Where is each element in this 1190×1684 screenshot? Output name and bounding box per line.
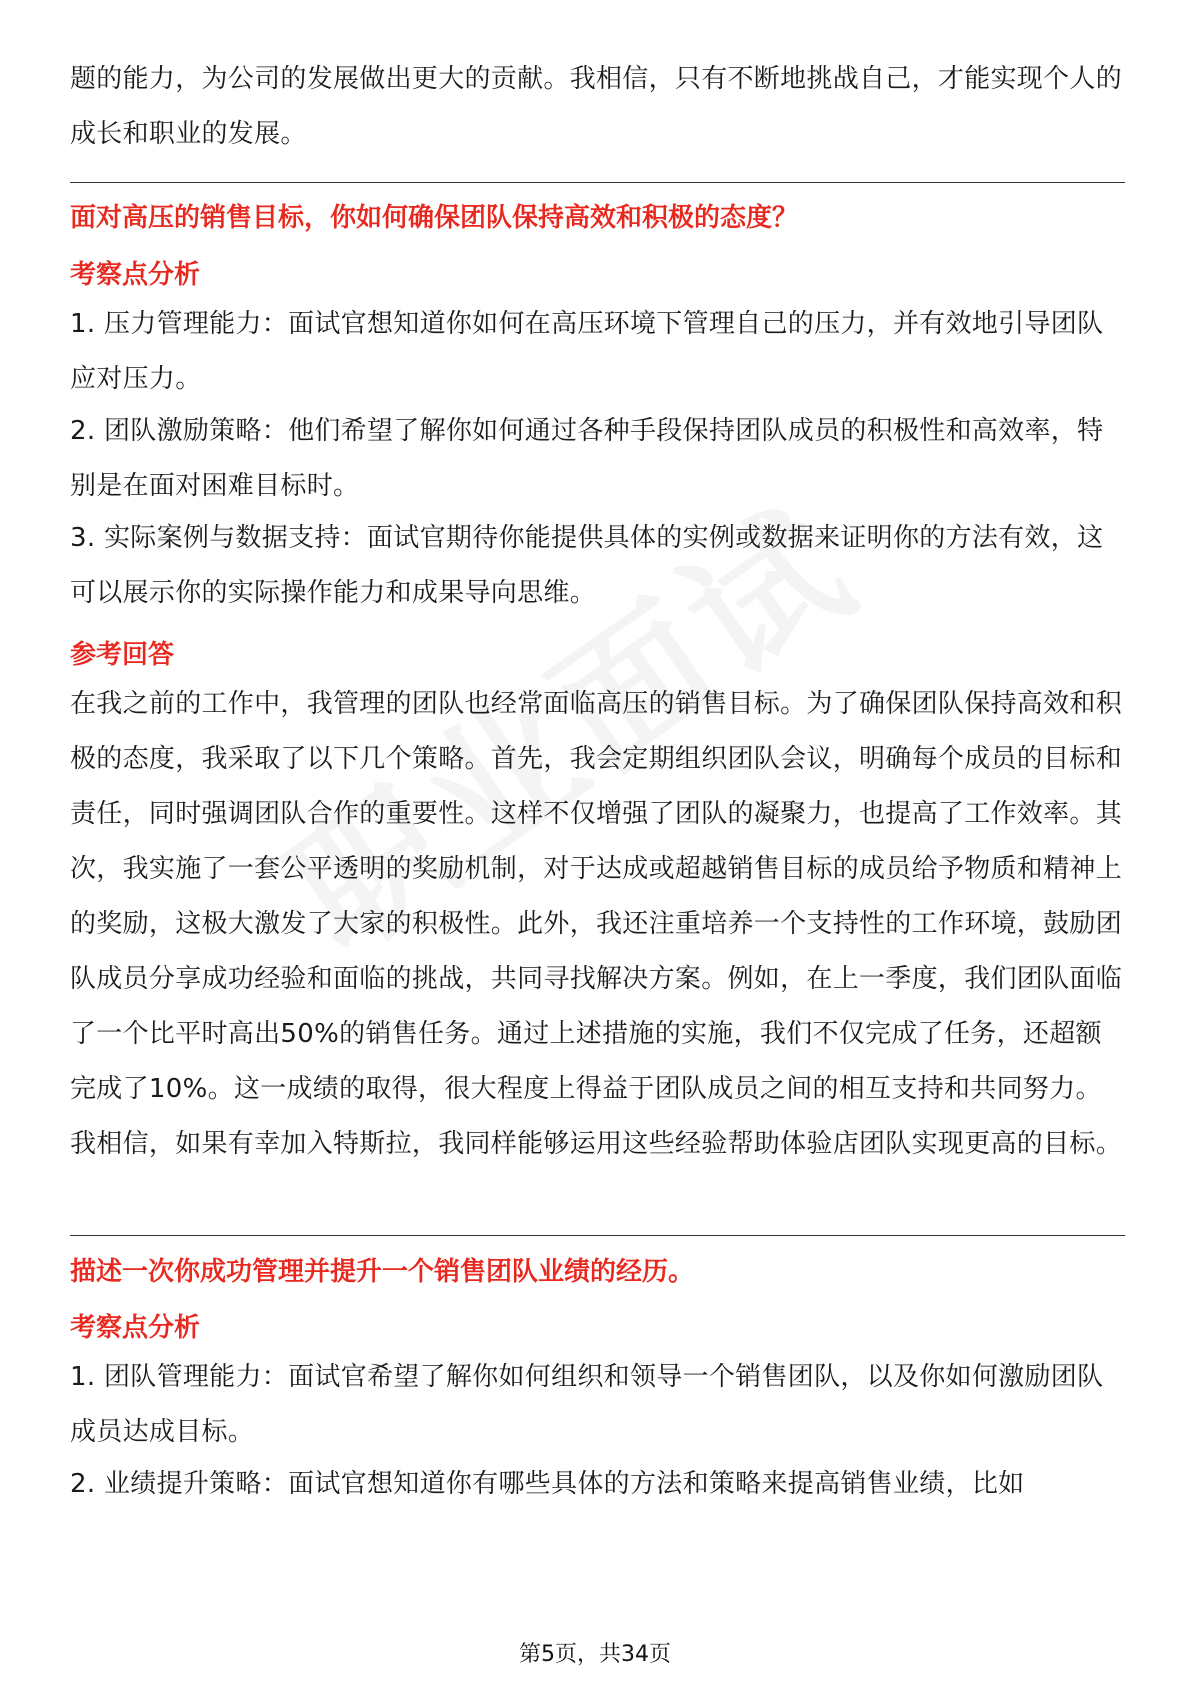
analysis-point: 2. 业绩提升策略：面试官想知道你有哪些具体的方法和策略来提高销售业绩，比如	[70, 1469, 1025, 1499]
analysis-label: 考察点分析	[70, 1313, 201, 1343]
analysis-point: 2. 团队激励策略：他们希望了解你如何通过各种手段保持团队成员的积极性和高效率，特别是在面对困难目标时。	[70, 416, 1104, 501]
analysis-point: 3. 实际案例与数据支持：面试官期待你能提供具体的实例或数据来证明你的方法有效，这可以展示你的实际操作能力和成果导向思维。	[70, 523, 1104, 608]
question-title: 面对高压的销售目标，你如何确保团队保持高效和积极的态度？	[70, 203, 799, 233]
analysis-label: 考察点分析	[70, 260, 201, 290]
section-divider	[70, 182, 1125, 183]
answer-label: 参考回答	[70, 640, 175, 670]
analysis-point: 1. 团队管理能力：面试官希望了解你如何组织和领导一个销售团队，以及你如何激励团队成员达成目标。	[70, 1362, 1104, 1447]
answer-paragraph: 在我之前的工作中，我管理的团队也经常面临高压的销售目标。为了确保团队保持高效和积极的态度，我采取了以下几个策略。首先，我会定期组织团队会议，明确每个成员的目标和责任，同时强调团队合作的重要性。这样不仅增强了团队的凝聚力，也提高了工作效率。其次，我实施了一套公平透明的奖励机制，对于达成或超越销售目标的成员给予物质和精神上的奖励，这极大激发了大家的积极性。此外，我还注重培养一个支持性的工作环境，鼓励团队成员分享成功经验和面临的挑战，共同寻找解决方案。例如，在上一季度，我们团队面临了一个比平时高出50%的销售任务。通过上述措施的实施，我们不仅完成了任务，还超额完成了10%。这一成绩的取得，很大程度上得益于团队成员之间的相互支持和共同努力。我相信，如果有幸加入特斯拉，我同样能够运用这些经验帮助体验店团队实现更高的目标。	[70, 689, 1123, 1159]
section-divider	[70, 1235, 1125, 1236]
question-title: 描述一次你成功管理并提升一个销售团队业绩的经历。	[70, 1257, 695, 1287]
intro-paragraph: 题的能力，为公司的发展做出更大的贡献。我相信，只有不断地挑战自己，才能实现个人的成长和职业的发展。	[70, 64, 1123, 149]
analysis-point: 1. 压力管理能力：面试官想知道你如何在高压环境下管理自己的压力，并有效地引导团队应对压力。	[70, 309, 1104, 394]
page-number: 第5页，共34页	[519, 1642, 671, 1667]
